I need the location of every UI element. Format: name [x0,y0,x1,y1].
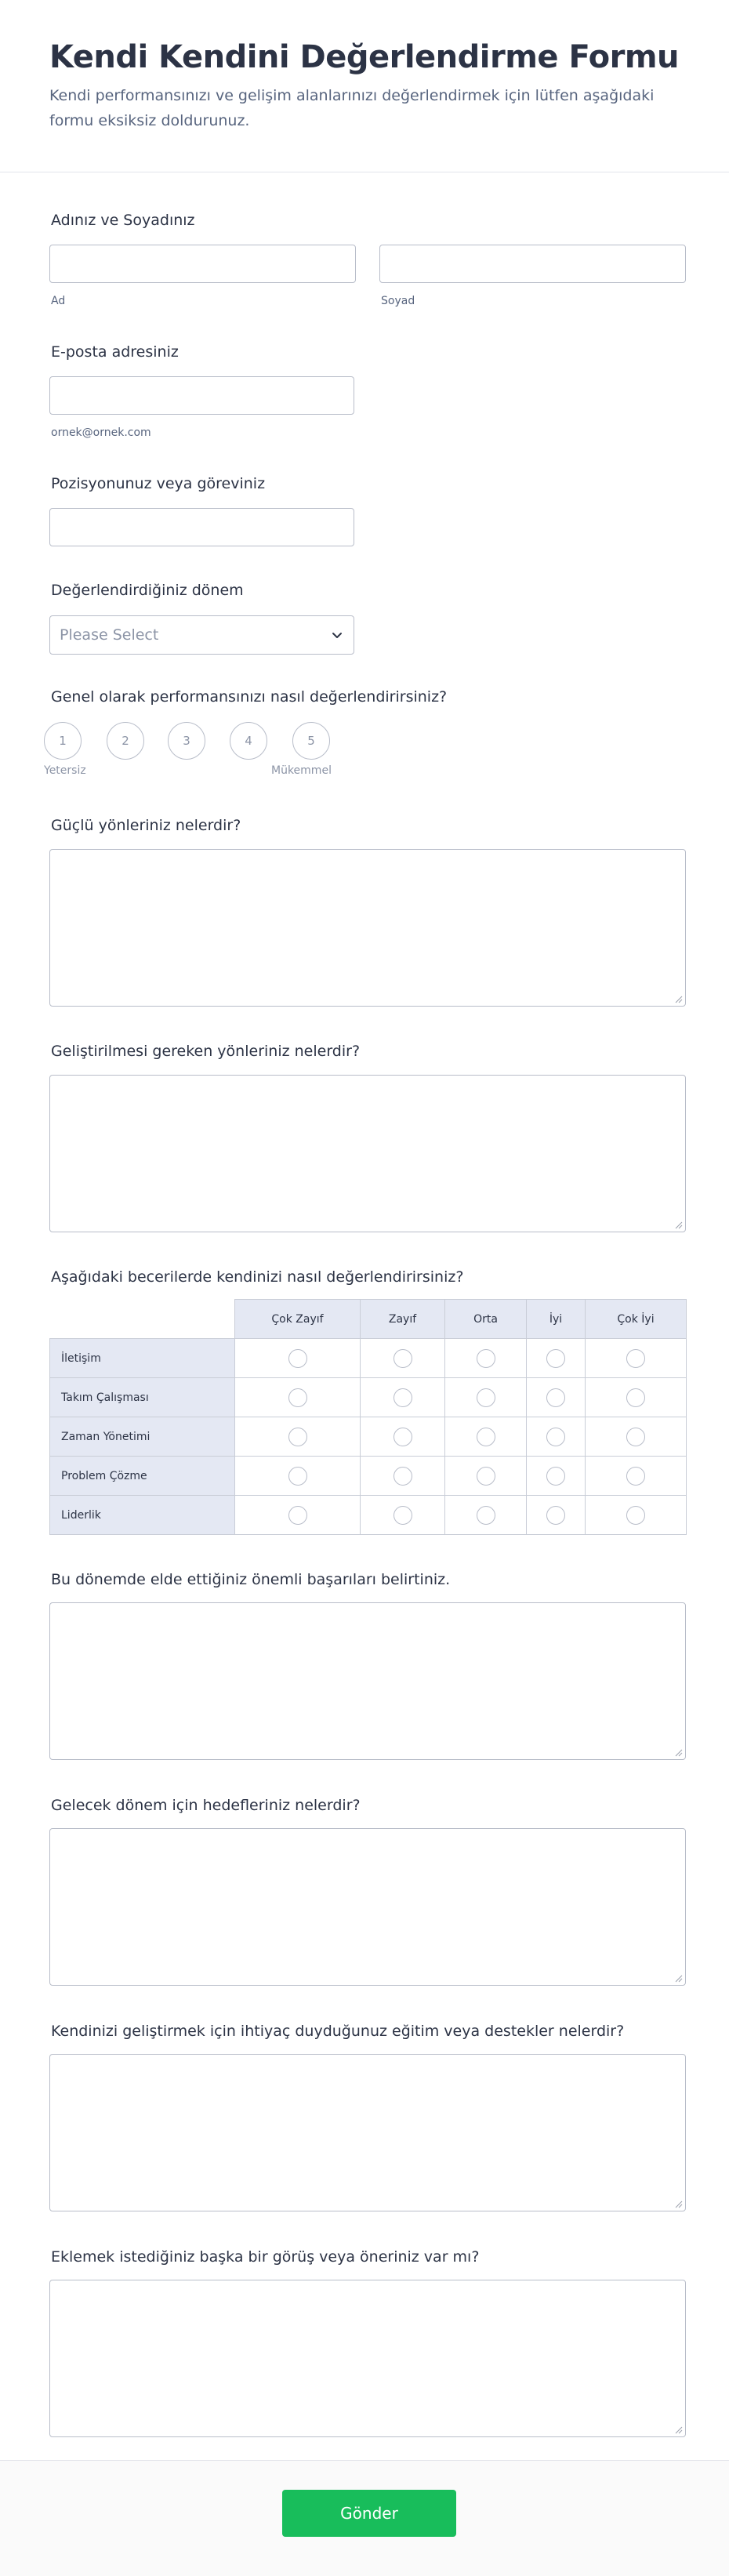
name-label: Adınız ve Soyadınız [51,212,195,229]
matrix-radio[interactable] [288,1428,307,1446]
form-title: Kendi Kendini Değerlendirme Formu [49,39,680,75]
period-label: Değerlendirdiğiniz dönem [51,582,244,599]
rating-option-1[interactable]: 1 [44,722,82,760]
resize-handle-icon[interactable] [675,1975,683,1983]
strengths-textarea[interactable] [49,849,686,1007]
matrix-col-header: İyi [527,1300,586,1339]
matrix-row [50,1417,687,1457]
matrix-radio[interactable] [477,1506,495,1525]
matrix-radio[interactable] [626,1428,645,1446]
matrix-row-label: Problem Çözme [50,1457,235,1496]
resize-handle-icon[interactable] [675,1221,683,1229]
goals-textarea[interactable] [49,1828,686,1986]
matrix-radio[interactable] [546,1388,565,1407]
form-header [0,0,729,172]
position-input[interactable] [49,508,354,546]
rating-option-4[interactable]: 4 [230,722,267,760]
matrix-radio[interactable] [477,1349,495,1368]
position-label: Pozisyonunuz veya göreviniz [51,475,266,492]
matrix-radio[interactable] [546,1428,565,1446]
matrix-radio[interactable] [626,1467,645,1486]
training-textarea[interactable] [49,2054,686,2211]
first-name-sublabel: Ad [51,295,66,307]
matrix-radio[interactable] [394,1467,412,1486]
period-select-placeholder: Please Select [60,626,159,644]
first-name-input[interactable] [49,245,356,283]
matrix-radio[interactable] [546,1467,565,1486]
resize-handle-icon[interactable] [675,996,683,1003]
form-subtitle: Kendi performansınızı ve gelişim alanlarınızı değerlendirmek için lütfen aşağıdaki formu eksiksiz doldurunuz. [49,87,655,129]
matrix-radio[interactable] [546,1506,565,1525]
matrix-radio[interactable] [477,1428,495,1446]
period-select[interactable] [49,615,354,655]
improvements-label: Geliştirilmesi gereken yönleriniz nelerdir? [51,1043,361,1060]
matrix-row-label: İletişim [50,1339,235,1378]
resize-handle-icon[interactable] [675,2426,683,2434]
matrix-radio[interactable] [288,1467,307,1486]
rating-option-3[interactable]: 3 [168,722,205,760]
rating-option-2[interactable]: 2 [107,722,144,760]
matrix-row [50,1496,687,1535]
comments-textarea[interactable] [49,2280,686,2437]
achievements-textarea[interactable] [49,1602,686,1760]
matrix-radio[interactable] [626,1349,645,1368]
rating-label: Genel olarak performansınızı nasıl değerlendirirsiniz? [51,688,448,706]
goals-label: Gelecek dönem için hedefleriniz nelerdir? [51,1797,361,1814]
submit-button[interactable]: Gönder [282,2490,456,2537]
matrix-col-header: Orta [445,1300,527,1339]
matrix-radio[interactable] [626,1388,645,1407]
training-label: Kendinizi geliştirmek için ihtiyaç duyduğunuz eğitim veya destekler nelerdir? [51,2023,625,2040]
matrix-radio[interactable] [394,1388,412,1407]
chevron-down-icon [330,628,344,642]
last-name-input[interactable] [379,245,686,283]
matrix-col-header: Çok İyi [586,1300,687,1339]
resize-handle-icon[interactable] [675,2200,683,2208]
rating-option-5[interactable]: 5 [292,722,330,760]
matrix-row [50,1339,687,1378]
matrix-radio[interactable] [477,1467,495,1486]
matrix-row [50,1457,687,1496]
improvements-textarea[interactable] [49,1075,686,1232]
rating-max-caption: Mükemmel [271,764,332,777]
email-input[interactable] [49,376,354,415]
matrix-row-label: Liderlik [50,1496,235,1535]
strengths-label: Güçlü yönleriniz nelerdir? [51,817,241,834]
matrix-row-label: Zaman Yönetimi [50,1417,235,1457]
matrix-radio[interactable] [394,1428,412,1446]
matrix-radio[interactable] [394,1349,412,1368]
matrix-corner [50,1300,235,1339]
matrix-radio[interactable] [288,1349,307,1368]
matrix-radio[interactable] [288,1388,307,1407]
matrix-radio[interactable] [288,1506,307,1525]
matrix-radio[interactable] [626,1506,645,1525]
achievements-label: Bu dönemde elde ettiğiniz önemli başarıları belirtiniz. [51,1571,451,1588]
resize-handle-icon[interactable] [675,1749,683,1757]
matrix-radio[interactable] [394,1506,412,1525]
matrix-row [50,1378,687,1417]
skills-matrix [49,1299,687,1535]
email-sublabel: ornek@ornek.com [51,426,151,439]
matrix-col-header: Zayıf [361,1300,445,1339]
comments-label: Eklemek istediğiniz başka bir görüş veya öneriniz var mı? [51,2248,480,2266]
matrix-radio[interactable] [546,1349,565,1368]
email-label: E-posta adresiniz [51,343,179,361]
matrix-row-label: Takım Çalışması [50,1378,235,1417]
matrix-radio[interactable] [477,1388,495,1407]
rating-min-caption: Yetersiz [44,764,86,777]
matrix-col-header: Çok Zayıf [235,1300,361,1339]
last-name-sublabel: Soyad [381,295,415,307]
skills-label: Aşağıdaki becerilerde kendinizi nasıl değerlendirirsiniz? [51,1268,464,1286]
